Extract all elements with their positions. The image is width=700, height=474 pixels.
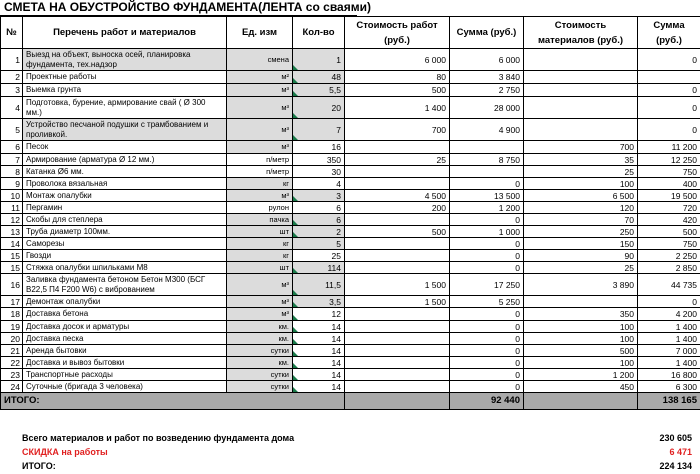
work-cost-cell[interactable]: 1 500	[345, 296, 450, 308]
mat-cost-cell[interactable]	[524, 71, 638, 84]
mat-sum-cell[interactable]: 0	[638, 97, 700, 119]
unit-cell[interactable]: шт	[227, 226, 293, 238]
row-number-cell[interactable]: 2	[1, 71, 23, 84]
mat-cost-cell[interactable]: 120	[524, 202, 638, 214]
work-sum-cell[interactable]: 0	[450, 262, 524, 274]
col-header-num[interactable]: №	[1, 17, 23, 49]
work-sum-cell[interactable]: 0	[450, 369, 524, 381]
table-row	[1, 97, 700, 119]
qty-cell[interactable]: 14	[293, 357, 345, 369]
mat-sum-cell[interactable]: 4 200	[638, 308, 700, 321]
qty-cell[interactable]: 12	[293, 308, 345, 321]
work-cost-cell[interactable]: 500	[345, 84, 450, 97]
table-row	[1, 119, 700, 141]
work-cost-cell[interactable]: 1 500	[345, 274, 450, 296]
footer-discount-value[interactable]: 6 471	[669, 447, 692, 457]
work-sum-cell[interactable]: 3 840	[450, 71, 524, 84]
work-cost-cell[interactable]: 1 400	[345, 97, 450, 119]
row-number-cell[interactable]: 14	[1, 238, 23, 250]
table-row	[1, 238, 700, 250]
footer-all-value[interactable]: 230 605	[659, 433, 692, 443]
unit-cell[interactable]: смена	[227, 49, 293, 71]
qty-cell[interactable]: 4	[293, 178, 345, 190]
table-row	[1, 202, 700, 214]
item-name-cell[interactable]: Доставка и вывоз бытовки	[23, 357, 227, 369]
mat-cost-cell[interactable]: 350	[524, 308, 638, 321]
col-header-unit[interactable]: Ед. изм	[227, 17, 293, 49]
row-number-cell[interactable]: 12	[1, 214, 23, 226]
qty-cell[interactable]: 48	[293, 71, 345, 84]
row-number-cell[interactable]: 6	[1, 141, 23, 154]
work-cost-cell[interactable]	[345, 369, 450, 381]
item-name-cell[interactable]: Доставка песка	[23, 333, 227, 345]
table-row	[1, 190, 700, 202]
table-row	[1, 321, 700, 333]
mat-cost-cell[interactable]	[524, 97, 638, 119]
footer-all-label[interactable]: Всего материалов и работ по возведению фундамента дома	[22, 433, 295, 443]
work-sum-cell[interactable]: 5 250	[450, 296, 524, 308]
work-cost-cell[interactable]	[345, 262, 450, 274]
mat-cost-cell[interactable]: 1 200	[524, 369, 638, 381]
qty-cell[interactable]: 20	[293, 97, 345, 119]
mat-cost-cell[interactable]: 700	[524, 141, 638, 154]
work-sum-cell[interactable]: 6 000	[450, 49, 524, 71]
table-row	[1, 333, 700, 345]
mat-sum-cell[interactable]: 19 500	[638, 190, 700, 202]
table-row	[1, 49, 700, 71]
item-name-cell[interactable]: Монтаж опалубки	[23, 190, 227, 202]
work-cost-cell[interactable]	[345, 321, 450, 333]
row-number-cell[interactable]: 11	[1, 202, 23, 214]
total-work-sum[interactable]: 92 440	[450, 393, 524, 410]
unit-cell[interactable]: км.	[227, 321, 293, 333]
item-name-cell[interactable]: Труба диаметр 100мм.	[23, 226, 227, 238]
work-sum-cell[interactable]: 0	[450, 357, 524, 369]
unit-cell[interactable]: п/метр	[227, 154, 293, 166]
row-number-cell[interactable]: 23	[1, 369, 23, 381]
footer-final-row	[0, 459, 700, 473]
work-cost-cell[interactable]: 700	[345, 119, 450, 141]
unit-cell[interactable]: п/метр	[227, 166, 293, 178]
qty-cell[interactable]: 11,5	[293, 274, 345, 296]
unit-cell[interactable]: км.	[227, 333, 293, 345]
qty-cell[interactable]: 5	[293, 238, 345, 250]
item-name-cell[interactable]: Заливка фундамента бетоном Бетон М300 (БСГ В22,5 П4 F200 W6) с виброванием	[23, 274, 227, 296]
qty-cell[interactable]: 30	[293, 166, 345, 178]
mat-cost-cell[interactable]	[524, 49, 638, 71]
footer-discount-label[interactable]: СКИДКА на работы	[22, 447, 108, 457]
table-row	[1, 166, 700, 178]
header-row	[1, 17, 700, 49]
item-name-cell[interactable]: Скобы для степлера	[23, 214, 227, 226]
mat-sum-cell[interactable]: 0	[638, 296, 700, 308]
unit-cell[interactable]: кг	[227, 238, 293, 250]
table-row	[1, 226, 700, 238]
work-sum-cell[interactable]: 0	[450, 250, 524, 262]
item-name-cell[interactable]: Демонтаж опалубки	[23, 296, 227, 308]
row-number-cell[interactable]: 10	[1, 190, 23, 202]
item-name-cell[interactable]: Проектные работы	[23, 71, 227, 84]
total-row	[1, 393, 700, 410]
col-header-work-sum[interactable]: Сумма (руб.)	[450, 17, 524, 49]
qty-cell[interactable]: 14	[293, 321, 345, 333]
row-number-cell[interactable]: 17	[1, 296, 23, 308]
unit-cell[interactable]: м³	[227, 308, 293, 321]
row-number-cell[interactable]: 5	[1, 119, 23, 141]
total-mat-sum[interactable]: 138 165	[638, 393, 700, 410]
table-row	[1, 71, 700, 84]
mat-sum-cell[interactable]: 1 400	[638, 333, 700, 345]
work-sum-cell[interactable]: 0	[450, 333, 524, 345]
qty-cell[interactable]: 1	[293, 49, 345, 71]
mat-sum-cell[interactable]: 2 850	[638, 262, 700, 274]
item-name-cell[interactable]: Гвозди	[23, 250, 227, 262]
unit-cell[interactable]: км.	[227, 357, 293, 369]
item-name-cell[interactable]: Аренда бытовки	[23, 345, 227, 357]
row-number-cell[interactable]: 22	[1, 357, 23, 369]
mat-sum-cell[interactable]: 0	[638, 49, 700, 71]
item-name-cell[interactable]: Выемка грунта	[23, 84, 227, 97]
table-row	[1, 308, 700, 321]
work-sum-cell[interactable]: 8 750	[450, 154, 524, 166]
table-row	[1, 296, 700, 308]
work-sum-cell[interactable]: 0	[450, 308, 524, 321]
col-header-qty[interactable]: Кол-во	[293, 17, 345, 49]
item-name-cell[interactable]: Подготовка, бурение, армирование свай ( Ø 300 мм.)	[23, 97, 227, 119]
qty-cell[interactable]: 2	[293, 226, 345, 238]
row-number-cell[interactable]: 20	[1, 333, 23, 345]
mat-cost-cell[interactable]: 450	[524, 381, 638, 393]
mat-sum-cell[interactable]: 12 250	[638, 154, 700, 166]
mat-cost-cell[interactable]: 25	[524, 166, 638, 178]
mat-sum-cell[interactable]: 0	[638, 119, 700, 141]
row-number-cell[interactable]: 16	[1, 274, 23, 296]
mat-sum-cell[interactable]: 44 735	[638, 274, 700, 296]
work-cost-cell[interactable]: 4 500	[345, 190, 450, 202]
work-sum-cell[interactable]: 0	[450, 381, 524, 393]
work-cost-cell[interactable]	[345, 214, 450, 226]
mat-sum-cell[interactable]: 11 200	[638, 141, 700, 154]
item-name-cell[interactable]: Армирование (арматура Ø 12 мм.)	[23, 154, 227, 166]
qty-cell[interactable]: 16	[293, 141, 345, 154]
table-row	[1, 250, 700, 262]
mat-cost-cell[interactable]	[524, 296, 638, 308]
unit-cell[interactable]: м³	[227, 84, 293, 97]
table-row	[1, 154, 700, 166]
table-row	[1, 369, 700, 381]
mat-cost-cell[interactable]: 250	[524, 226, 638, 238]
work-sum-cell[interactable]: 13 500	[450, 190, 524, 202]
row-number-cell[interactable]: 19	[1, 321, 23, 333]
qty-cell[interactable]: 14	[293, 333, 345, 345]
unit-cell[interactable]: сутки	[227, 369, 293, 381]
unit-cell[interactable]: м³	[227, 141, 293, 154]
mat-cost-cell[interactable]: 6 500	[524, 190, 638, 202]
table-row	[1, 274, 700, 296]
work-sum-cell[interactable]: 0	[450, 178, 524, 190]
mat-cost-cell[interactable]: 500	[524, 345, 638, 357]
row-number-cell[interactable]: 15	[1, 250, 23, 262]
work-cost-cell[interactable]	[345, 357, 450, 369]
col-header-name[interactable]: Перечень работ и материалов	[23, 17, 227, 49]
work-sum-cell[interactable]	[450, 166, 524, 178]
work-cost-cell[interactable]	[345, 308, 450, 321]
table-row	[1, 141, 700, 154]
qty-cell[interactable]: 350	[293, 154, 345, 166]
unit-cell[interactable]: м³	[227, 119, 293, 141]
mat-sum-cell[interactable]: 6 300	[638, 381, 700, 393]
footer-final-value[interactable]: 224 134	[659, 461, 692, 471]
mat-sum-cell[interactable]: 400	[638, 178, 700, 190]
mat-sum-cell[interactable]: 1 400	[638, 357, 700, 369]
work-cost-cell[interactable]	[345, 250, 450, 262]
item-name-cell[interactable]: Выезд на объект, выноска осей, планировка фундамента, тех.надзор	[23, 49, 227, 71]
mat-sum-cell[interactable]: 7 000	[638, 345, 700, 357]
work-sum-cell[interactable]: 4 900	[450, 119, 524, 141]
item-name-cell[interactable]: Стяжка опалубки шпильками М8	[23, 262, 227, 274]
mat-cost-cell[interactable]: 100	[524, 321, 638, 333]
work-sum-cell[interactable]: 2 750	[450, 84, 524, 97]
total-spacer-2[interactable]	[524, 393, 638, 410]
table-row	[1, 357, 700, 369]
item-name-cell[interactable]: Доставка досок и арматуры	[23, 321, 227, 333]
unit-cell[interactable]: кг	[227, 178, 293, 190]
footer-discount-row	[0, 445, 700, 459]
work-cost-cell[interactable]: 6 000	[345, 49, 450, 71]
mat-sum-cell[interactable]: 750	[638, 166, 700, 178]
qty-cell[interactable]: 14	[293, 369, 345, 381]
footer-all-row	[0, 431, 700, 445]
unit-cell[interactable]: сутки	[227, 345, 293, 357]
row-number-cell[interactable]: 21	[1, 345, 23, 357]
work-sum-cell[interactable]: 0	[450, 345, 524, 357]
qty-cell[interactable]: 25	[293, 250, 345, 262]
row-number-cell[interactable]: 15	[1, 262, 23, 274]
unit-cell[interactable]: м³	[227, 274, 293, 296]
qty-cell[interactable]: 5,5	[293, 84, 345, 97]
unit-cell[interactable]: кг	[227, 250, 293, 262]
row-number-cell[interactable]: 24	[1, 381, 23, 393]
unit-cell[interactable]: сутки	[227, 381, 293, 393]
col-header-work-cost[interactable]: Стоимость работ (руб.)	[345, 17, 450, 49]
estimate-table	[0, 16, 700, 410]
work-sum-cell[interactable]: 1 200	[450, 202, 524, 214]
work-sum-cell[interactable]: 28 000	[450, 97, 524, 119]
work-sum-cell[interactable]: 0	[450, 321, 524, 333]
unit-cell[interactable]: м³	[227, 190, 293, 202]
qty-cell[interactable]: 7	[293, 119, 345, 141]
work-cost-cell[interactable]: 500	[345, 226, 450, 238]
row-number-cell[interactable]: 13	[1, 226, 23, 238]
footer-final-label[interactable]: ИТОГО:	[22, 461, 56, 471]
mat-sum-cell[interactable]: 0	[638, 84, 700, 97]
item-name-cell[interactable]: Суточные (бригада 3 человека)	[23, 381, 227, 393]
item-name-cell[interactable]: Катанка Ø6 мм.	[23, 166, 227, 178]
item-name-cell[interactable]: Пергамин	[23, 202, 227, 214]
qty-cell[interactable]: 114	[293, 262, 345, 274]
row-number-cell[interactable]: 18	[1, 308, 23, 321]
table-row	[1, 381, 700, 393]
qty-cell[interactable]: 14	[293, 381, 345, 393]
mat-cost-cell[interactable]: 35	[524, 154, 638, 166]
mat-cost-cell[interactable]: 70	[524, 214, 638, 226]
item-name-cell[interactable]: Песок	[23, 141, 227, 154]
mat-sum-cell[interactable]: 16 800	[638, 369, 700, 381]
qty-cell[interactable]: 3,5	[293, 296, 345, 308]
mat-cost-cell[interactable]: 100	[524, 357, 638, 369]
mat-sum-cell[interactable]: 750	[638, 238, 700, 250]
item-name-cell[interactable]: Устройство песчаной подушки с трамбованием и проливкой.	[23, 119, 227, 141]
col-header-mat-cost[interactable]: Стоимость материалов (руб.)	[524, 17, 638, 49]
mat-cost-cell[interactable]: 90	[524, 250, 638, 262]
unit-cell[interactable]: пачка	[227, 214, 293, 226]
work-sum-cell[interactable]: 17 250	[450, 274, 524, 296]
unit-cell[interactable]: м³	[227, 97, 293, 119]
work-sum-cell[interactable]	[450, 141, 524, 154]
mat-cost-cell[interactable]: 100	[524, 178, 638, 190]
work-sum-cell[interactable]: 0	[450, 238, 524, 250]
mat-cost-cell[interactable]: 25	[524, 262, 638, 274]
row-number-cell[interactable]: 7	[1, 154, 23, 166]
mat-cost-cell[interactable]: 3 890	[524, 274, 638, 296]
work-cost-cell[interactable]	[345, 141, 450, 154]
col-header-mat-sum[interactable]: Сумма (руб.)	[638, 17, 700, 49]
unit-cell[interactable]: рулон	[227, 202, 293, 214]
qty-cell[interactable]: 6	[293, 214, 345, 226]
item-name-cell[interactable]: Доставка бетона	[23, 308, 227, 321]
mat-sum-cell[interactable]: 1 400	[638, 321, 700, 333]
work-cost-cell[interactable]: 80	[345, 71, 450, 84]
row-number-cell[interactable]: 4	[1, 97, 23, 119]
mat-cost-cell[interactable]: 150	[524, 238, 638, 250]
table-row	[1, 214, 700, 226]
mat-sum-cell[interactable]: 720	[638, 202, 700, 214]
qty-cell[interactable]: 3	[293, 190, 345, 202]
row-number-cell[interactable]: 1	[1, 49, 23, 71]
item-name-cell[interactable]: Саморезы	[23, 238, 227, 250]
item-name-cell[interactable]: Проволока вязальная	[23, 178, 227, 190]
work-cost-cell[interactable]	[345, 178, 450, 190]
row-number-cell[interactable]: 9	[1, 178, 23, 190]
mat-sum-cell[interactable]	[638, 71, 700, 84]
unit-cell[interactable]: м²	[227, 71, 293, 84]
table-row	[1, 178, 700, 190]
mat-sum-cell[interactable]: 420	[638, 214, 700, 226]
unit-cell[interactable]: м³	[227, 296, 293, 308]
total-spacer[interactable]	[345, 393, 450, 410]
work-cost-cell[interactable]	[345, 333, 450, 345]
item-name-cell[interactable]: Транспортные расходы	[23, 369, 227, 381]
work-cost-cell[interactable]: 200	[345, 202, 450, 214]
work-sum-cell[interactable]: 0	[450, 214, 524, 226]
total-label[interactable]: ИТОГО:	[1, 393, 345, 410]
work-sum-cell[interactable]: 1 000	[450, 226, 524, 238]
unit-cell[interactable]: шт	[227, 262, 293, 274]
mat-cost-cell[interactable]	[524, 119, 638, 141]
mat-sum-cell[interactable]: 2 250	[638, 250, 700, 262]
qty-cell[interactable]: 6	[293, 202, 345, 214]
qty-cell[interactable]: 14	[293, 345, 345, 357]
work-cost-cell[interactable]	[345, 345, 450, 357]
row-number-cell[interactable]: 3	[1, 84, 23, 97]
sheet-title: СМЕТА НА ОБУСТРОЙСТВО ФУНДАМЕНТА(ЛЕНТА со сваями)	[4, 0, 371, 14]
work-cost-cell[interactable]	[345, 238, 450, 250]
work-cost-cell[interactable]: 25	[345, 154, 450, 166]
mat-cost-cell[interactable]	[524, 84, 638, 97]
table-row	[1, 345, 700, 357]
work-cost-cell[interactable]	[345, 166, 450, 178]
work-cost-cell[interactable]	[345, 381, 450, 393]
mat-cost-cell[interactable]: 100	[524, 333, 638, 345]
mat-sum-cell[interactable]: 500	[638, 226, 700, 238]
row-number-cell[interactable]: 8	[1, 166, 23, 178]
table-row	[1, 84, 700, 97]
table-row	[1, 262, 700, 274]
